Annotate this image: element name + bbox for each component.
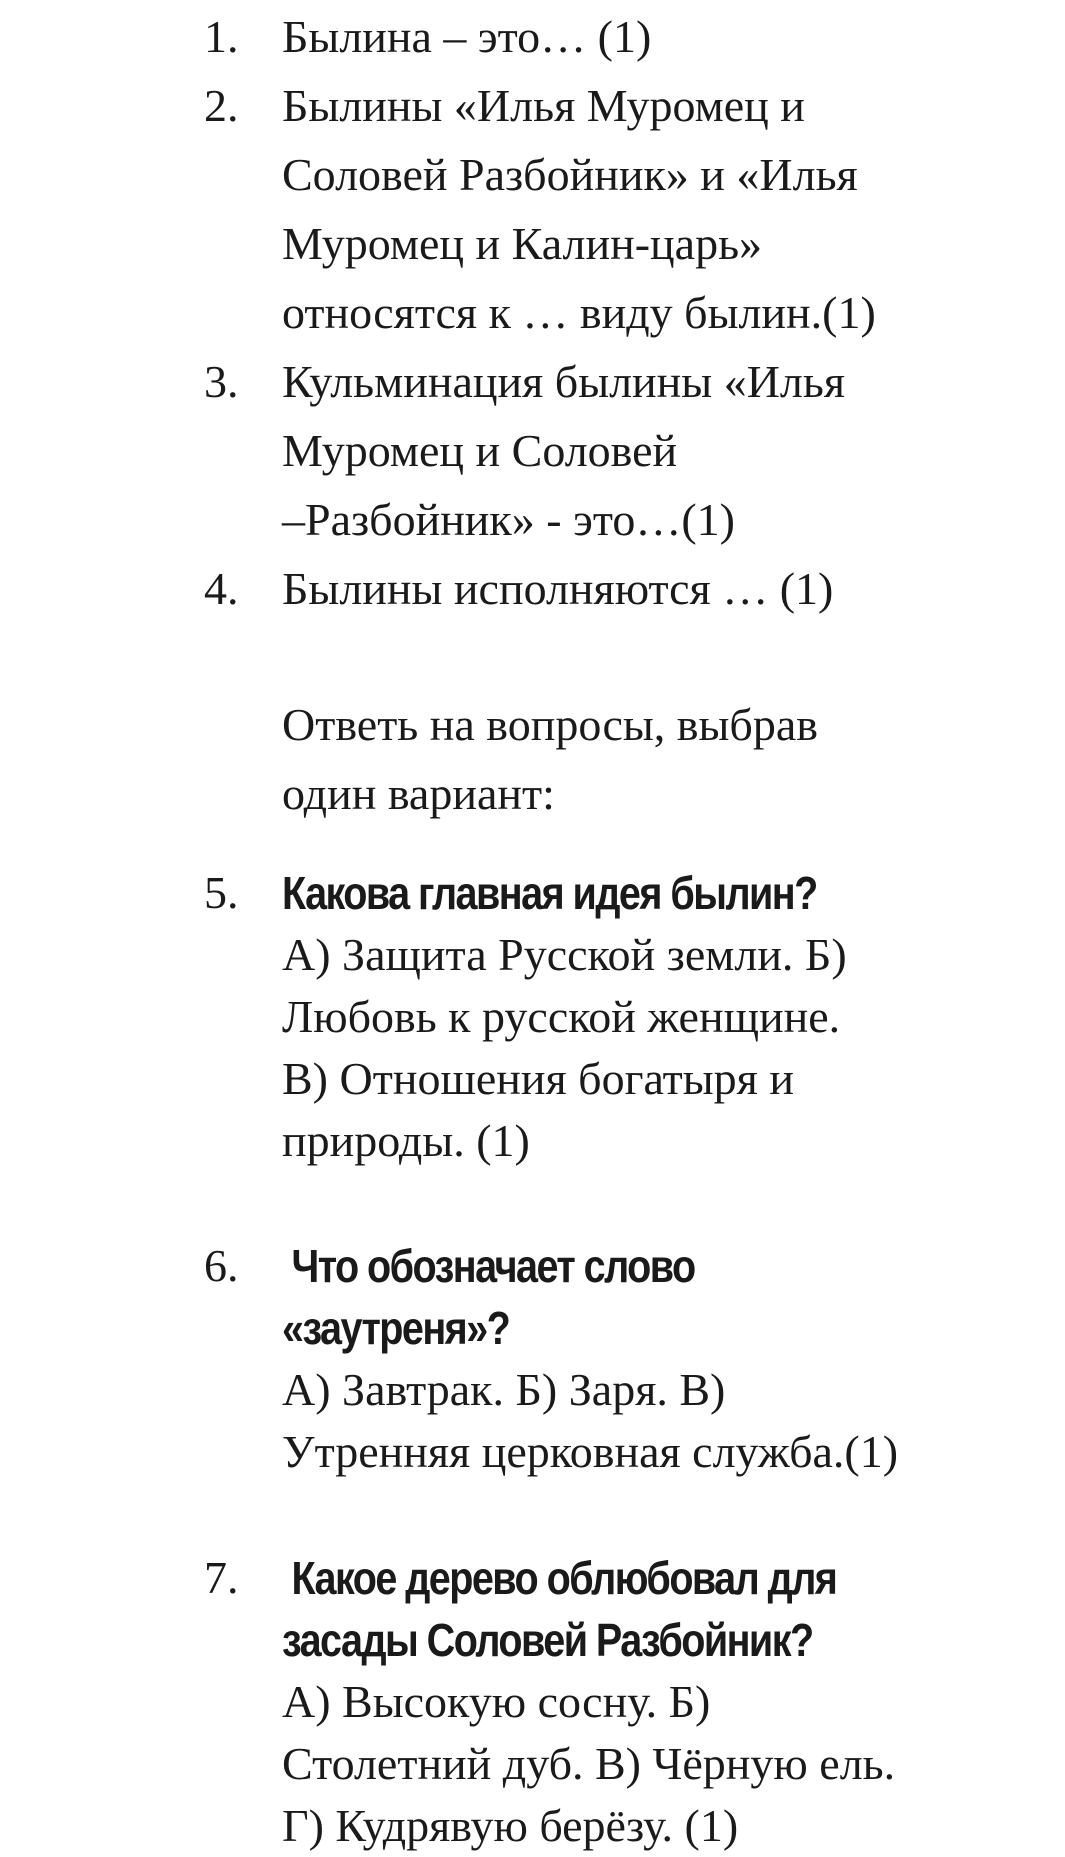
item-number: 4. [204, 563, 239, 614]
question-text: Какова главная идея былин? [282, 867, 817, 919]
question-content [282, 1547, 1042, 1857]
question-content [282, 862, 1042, 1172]
question-number: 6. [204, 1240, 239, 1291]
question-text: Какое дерево облюбовал для [282, 1552, 837, 1604]
item-text [282, 2, 1042, 71]
item-number: 3. [204, 356, 239, 407]
answer-options: А) Завтрак. Б) Заря. В) [282, 1364, 726, 1415]
question-content [282, 1235, 1042, 1483]
instruction-line: один вариант: [282, 768, 555, 819]
item-line: Кульминация былины «Илья [282, 356, 846, 407]
item-line: Муромец и Калин-царь» [282, 218, 763, 269]
answer-options: А) Защита Русской земли. Б) [282, 929, 847, 980]
item-line: Былины «Илья Муромец и [282, 80, 805, 131]
item-number: 1. [204, 11, 239, 62]
item-line: Муромец и Соловей [282, 425, 678, 476]
answer-options: А) Высокую сосну. Б) [282, 1676, 711, 1727]
item-text [282, 347, 1042, 554]
answer-options: Столетний дуб. В) Чёрную ель. [282, 1738, 896, 1789]
item-text [282, 71, 1042, 347]
item-line: Соловей Разбойник» и «Илья [282, 149, 858, 200]
answer-options: Утренняя церковная служба.(1) [282, 1426, 899, 1477]
question-text: «заутреня»? [282, 1302, 510, 1354]
item-line: относятся к … виду былин.(1) [282, 287, 876, 338]
question-number: 5. [204, 867, 239, 918]
item-text [282, 554, 1042, 623]
question-number: 7. [204, 1552, 239, 1603]
question-text: засады Соловей Разбойник? [282, 1614, 813, 1666]
item-line: Былина – это… (1) [282, 11, 652, 62]
answer-options: Г) Кудрявую берёзу. (1) [282, 1800, 739, 1851]
item-line: Былины исполняются … (1) [282, 563, 834, 614]
question-text: Что обозначает слово [282, 1240, 695, 1292]
item-line: –Разбойник» - это…(1) [282, 494, 735, 545]
item-number: 2. [204, 80, 239, 131]
instruction-text [282, 690, 1042, 828]
answer-options: В) Отношения богатыря и [282, 1053, 794, 1104]
instruction-line: Ответь на вопросы, выбрав [282, 699, 818, 750]
answer-options: природы. (1) [282, 1115, 530, 1166]
answer-options: Любовь к русской женщине. [282, 991, 841, 1042]
